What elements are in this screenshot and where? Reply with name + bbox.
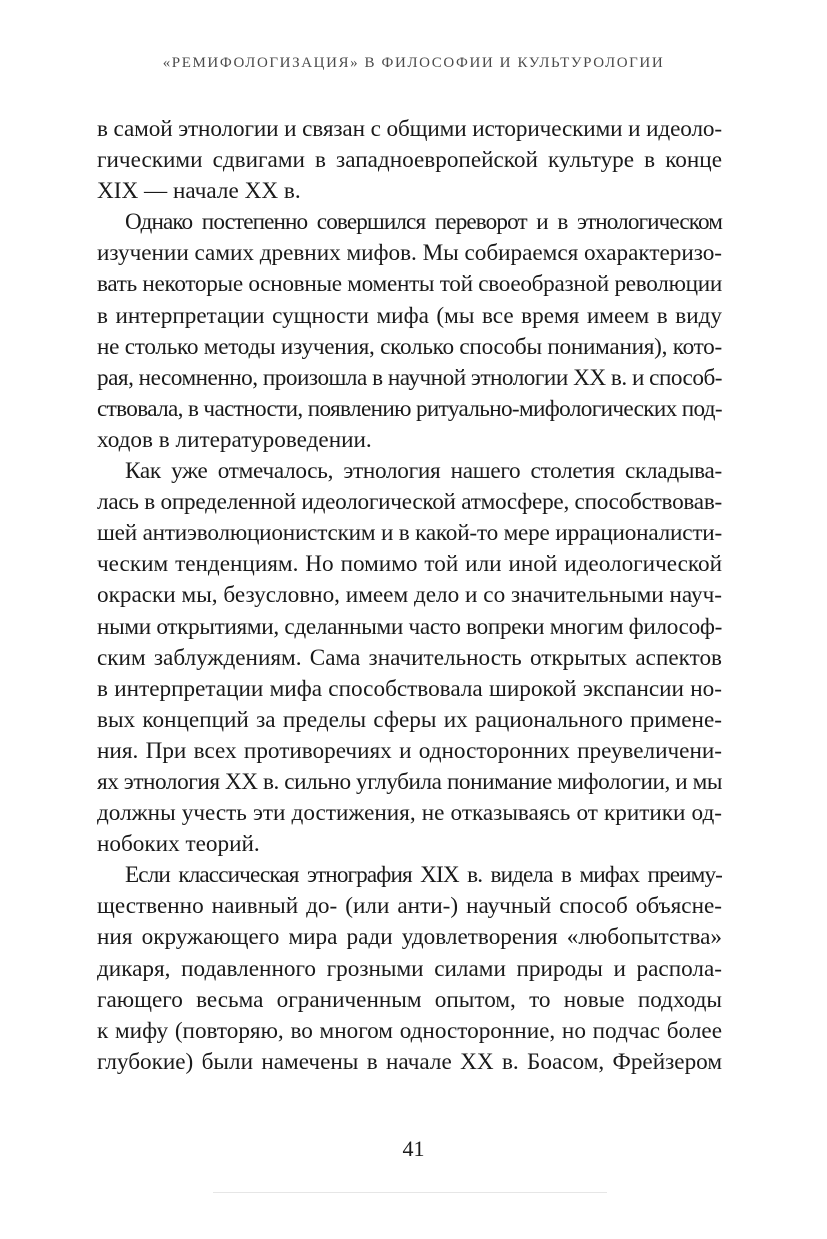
text-line: Однако постепенно совершился переворот и в этнологическом bbox=[125, 209, 722, 236]
text-line: не столько методы изучения, сколько способы понимания), кото- bbox=[97, 333, 722, 360]
text-line: шей антиэволюционистским и в какой-то мере иррационалисти- bbox=[97, 520, 722, 547]
text-line: ными открытиями, сделанными часто вопреки многим философ- bbox=[97, 613, 723, 640]
text-line: изучении самих древних мифов. Мы собираемся охарактеризо- bbox=[97, 240, 723, 267]
text-line: Как уже отмечалось, этнология нашего столетия складыва- bbox=[125, 458, 722, 485]
text-line: должны учесть эти достижения, не отказываясь от критики од- bbox=[97, 800, 722, 827]
text-line: лась в определенной идеологической атмосфере, способствовав- bbox=[97, 489, 723, 516]
text-line: ния. При всех противоречиях и односторонних преувеличени- bbox=[97, 737, 722, 764]
text-line: ческим тенденциям. Но помимо той или иной идеологической bbox=[97, 551, 722, 578]
text-line: ствовала, в частности, появлению ритуально-мифологических под- bbox=[97, 395, 722, 422]
text-line: ходов в литературоведении. bbox=[97, 426, 372, 453]
text-line: глубокие) были намечены в начале XX в. Боасом, Фрейзером bbox=[97, 1048, 722, 1075]
text-line: ях этнология XX в. сильно углубила понимание мифологии, и мы bbox=[97, 768, 722, 795]
text-line: гическими сдвигами в западноевропейской культуре в конце bbox=[97, 147, 722, 174]
text-line: в самой этнологии и связан с общими историческими и идеоло- bbox=[97, 116, 723, 142]
paragraph-4 bbox=[97, 860, 722, 1078]
text-line: XIX — начале XX в. bbox=[97, 178, 301, 205]
text-line: вать некоторые основные моменты той своеобразной революции bbox=[97, 271, 722, 298]
text-line: окраски мы, безусловно, имеем дело и со значительными науч- bbox=[97, 582, 722, 609]
text-line: дикаря, подавленного грозными силами природы и распола- bbox=[97, 955, 722, 982]
paragraph-3 bbox=[97, 456, 722, 860]
text-line: к мифу (повторяю, во многом односторонние, но подчас более bbox=[97, 1017, 722, 1044]
text-line: гающего весьма ограниченным опытом, то новые подходы bbox=[97, 986, 722, 1013]
text-line: ским заблуждениям. Сама значительность открытых аспектов bbox=[97, 644, 722, 671]
text-line: Если классическая этнография XIX в. видела в мифах преиму- bbox=[125, 862, 722, 889]
paragraph-1 bbox=[97, 114, 722, 207]
paragraph-2 bbox=[97, 207, 722, 456]
text-line: ния окружающего мира ради удовлетворения «любопытства» bbox=[97, 924, 722, 951]
running-head: «РЕМИФОЛОГИЗАЦИЯ» В ФИЛОСОФИИ И КУЛЬТУРОЛОГИИ bbox=[162, 55, 665, 71]
footer-divider bbox=[213, 1192, 607, 1193]
text-line: рая, несомненно, произошла в научной этнологии XX в. и способ- bbox=[97, 364, 722, 391]
text-line: нобоких теорий. bbox=[97, 831, 260, 858]
text-line: щественно наивный до- (или анти-) научный способ объясне- bbox=[97, 893, 722, 920]
text-line: в интерпретации сущности мифа (мы все время имеем в виду bbox=[97, 302, 722, 329]
text-line: в интерпретации мифа способствовала широкой экспансии но- bbox=[97, 675, 722, 702]
text-line: вых концепций за пределы сферы их рационального примене- bbox=[97, 706, 722, 733]
body-text bbox=[97, 114, 722, 1078]
page-number: 41 bbox=[402, 1136, 425, 1161]
